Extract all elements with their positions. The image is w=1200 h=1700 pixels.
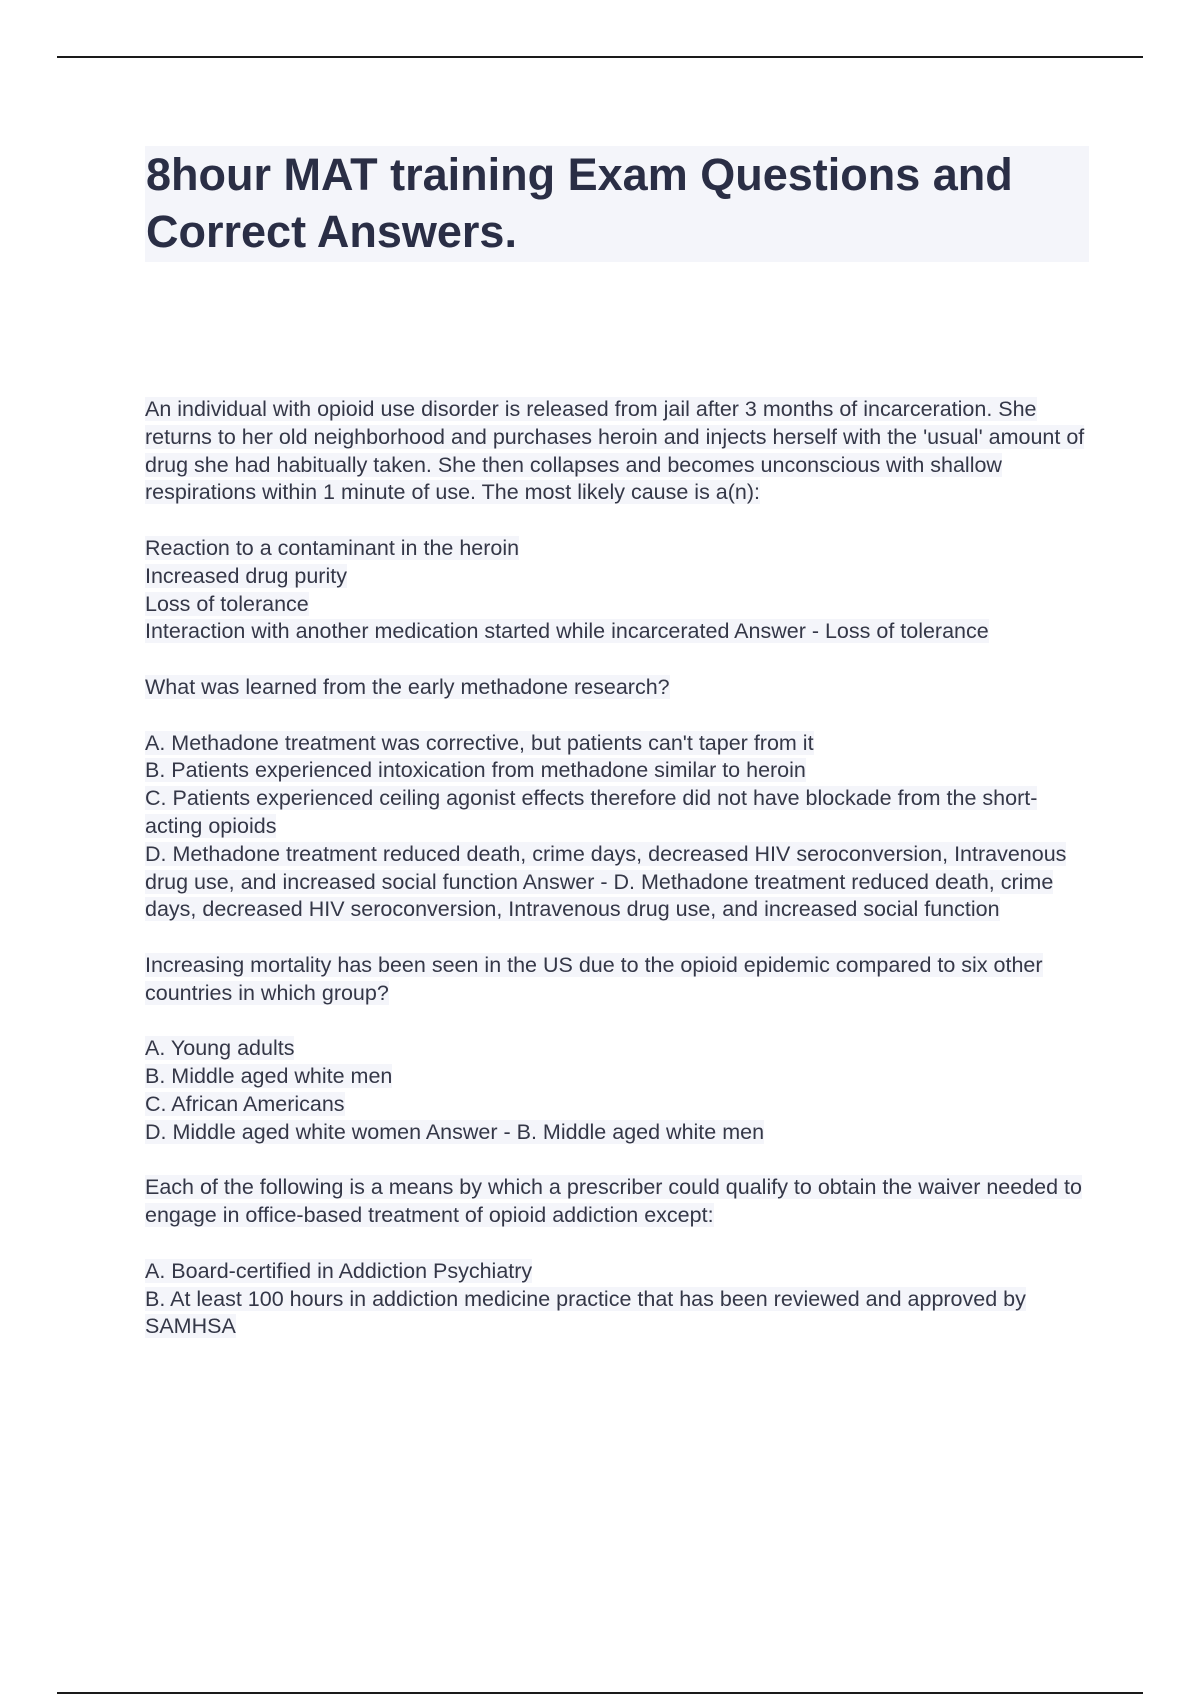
- question-1-option: Reaction to a contaminant in the heroin: [145, 535, 520, 560]
- question-2-option-answer: D. Methadone treatment reduced death, crime days, decreased HIV seroconversion, Intravenous drug use, and increased social function Answer - D. Methadone treatment reduced death, crime days, decreased HIV seroconversion, Intravenous drug use, and increased social function: [145, 841, 1067, 922]
- question-2-stem: What was learned from the early methadone research?: [145, 674, 670, 699]
- document-title: 8hour MAT training Exam Questions and Correct Answers.: [146, 149, 1013, 257]
- question-4-stem: Each of the following is a means by which a prescriber could qualify to obtain the waiver needed to engage in office-based treatment of opioid addiction except:: [145, 1175, 1082, 1228]
- question-4-option: B. At least 100 hours in addiction medicine practice that has been reviewed and approved by SAMHSA: [145, 1286, 1026, 1339]
- question-2-option: A. Methadone treatment was corrective, but patients can't taper from it: [145, 730, 814, 755]
- spacer: [145, 1230, 1095, 1258]
- question-2-option: B. Patients experienced intoxication from methadone similar to heroin: [145, 758, 806, 783]
- spacer: [145, 1008, 1095, 1036]
- question-3-option: C. African Americans: [145, 1091, 345, 1116]
- spacer: [145, 1147, 1095, 1175]
- question-1-option-answer: Interaction with another medication started while incarcerated Answer - Loss of tolerance: [145, 619, 989, 644]
- question-1-stem: An individual with opioid use disorder is released from jail after 3 months of incarceration. She returns to her old neighborhood and purchases heroin and injects herself with the 'usual' amount of drug she had habitually taken. She then collapses and becomes unconscious with shallow respirations within 1 minute of use. The most likely cause is a(n):: [145, 397, 1085, 505]
- spacer: [145, 646, 1095, 674]
- spacer: [145, 924, 1095, 952]
- question-4-option: A. Board-certified in Addiction Psychiatry: [145, 1258, 533, 1283]
- question-2-option: C. Patients experienced ceiling agonist effects therefore did not have blockade from the short- acting opioids: [145, 786, 1038, 838]
- question-1-option: Increased drug purity: [145, 563, 347, 588]
- question-1-option: Loss of tolerance: [145, 591, 309, 616]
- spacer: [145, 507, 1095, 535]
- question-3-option: A. Young adults: [145, 1036, 295, 1061]
- header-rule: [57, 56, 1143, 58]
- question-3-stem: Increasing mortality has been seen in the US due to the opioid epidemic compared to six other countries in which group?: [145, 952, 1043, 1005]
- question-3-option: B. Middle aged white men: [145, 1064, 393, 1089]
- spacer: [145, 702, 1095, 730]
- document-body: [145, 396, 1095, 1341]
- question-3-option-answer: D. Middle aged white women Answer - B. Middle aged white men: [145, 1119, 765, 1144]
- footer-rule: [57, 1692, 1143, 1694]
- title-block: [145, 146, 1089, 262]
